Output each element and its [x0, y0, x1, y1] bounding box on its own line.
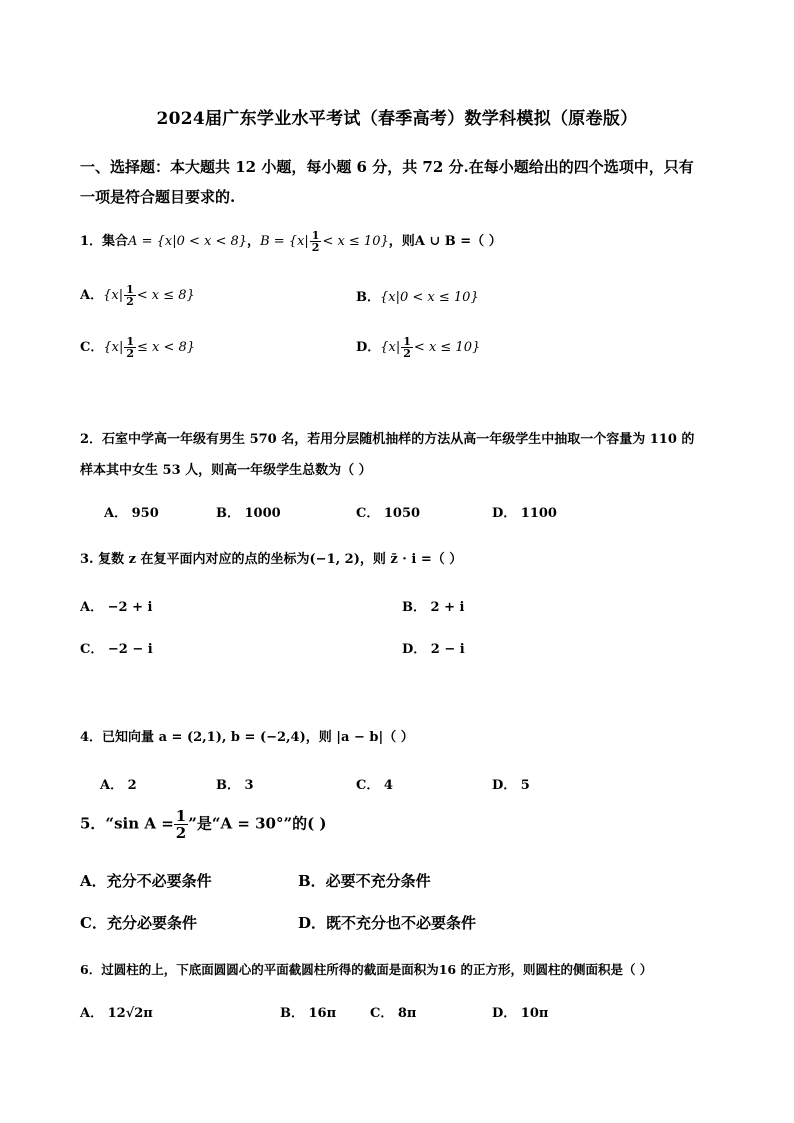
q1-frac-den: 2: [311, 241, 320, 254]
q5-option-c[interactable]: C．充分必要条件: [80, 914, 197, 932]
q5-frac-den: 2: [175, 824, 187, 842]
q4-option-b[interactable]: B． 3: [216, 778, 254, 793]
q2-option-a[interactable]: A． 950: [104, 506, 159, 521]
q6-option-a[interactable]: A． 12√2π: [80, 1006, 153, 1021]
q1-fraction: [310, 230, 322, 253]
q1-separator: ，: [247, 234, 261, 249]
q5-frac-num: 1: [175, 807, 187, 825]
q1-frac-num: 1: [311, 229, 320, 242]
q5-option-a[interactable]: A．充分不必要条件: [80, 872, 212, 890]
q6-option-d[interactable]: D． 10π: [492, 1006, 549, 1021]
q4-option-a[interactable]: A． 2: [100, 778, 137, 793]
q1-option-d[interactable]: [356, 336, 480, 359]
page-title: 2024届广东学业水平考试（春季高考）数学科模拟（原卷版）: [156, 109, 638, 129]
q1-option-d-post: < x ≤ 10}: [413, 340, 481, 355]
q1-suffix: ，则A ∪ B =（ ）: [388, 234, 502, 249]
q2-option-b[interactable]: B． 1000: [216, 506, 281, 521]
q6-option-b[interactable]: B． 16π: [280, 1006, 337, 1021]
question-6: 6．过圆柱的上，下底面圆圆心的平面截圆柱所得的截面是面积为16 的正方形，则圆柱的侧面积是（ ）: [80, 962, 653, 977]
q5-option-b[interactable]: B．必要不充分条件: [298, 872, 431, 890]
q1-option-c-pre: {x|: [103, 340, 124, 355]
section-instructions: [80, 152, 720, 212]
question-4: 4．已知向量 a = (2,1), b = (−2,4)，则 |a − b|（ ）: [80, 730, 414, 745]
q1-option-c-post: ≤ x < 8}: [137, 340, 196, 355]
q3-option-c[interactable]: C． −2 − i: [80, 642, 153, 657]
q1-option-d-frac-num: 1: [403, 335, 411, 348]
q3-option-d[interactable]: D． 2 − i: [402, 642, 465, 657]
q2-line-1: 2．石室中学高一年级有男生 570 名，若用分层随机抽样的方法从高一年级学生中抽取一个容量为 110 的: [80, 432, 695, 447]
q5-option-d[interactable]: D．既不充分也不必要条件: [298, 914, 477, 932]
q2-option-c[interactable]: C． 1050: [356, 506, 421, 521]
q5-pre: 5．“sin A =: [80, 814, 174, 833]
q6-option-c[interactable]: C． 8π: [370, 1006, 417, 1021]
section-line-2: 一项是符合题目要求的.: [80, 188, 236, 206]
question-5: [80, 808, 730, 841]
q1-option-b-label: B．: [356, 290, 380, 305]
q1-option-a-frac-num: 1: [126, 283, 134, 296]
q5-post: ”是“A = 30°”的( ): [188, 814, 327, 833]
q1-set-b-post: < x ≤ 10}: [322, 234, 389, 249]
q1-prefix: 1．集合: [80, 234, 129, 249]
q5-fraction: [174, 808, 188, 841]
q2-line-2: 样本其中女生 53 人，则高一年级学生总数为（ ）: [80, 463, 372, 478]
q1-option-d-label: D．: [356, 340, 381, 355]
q1-option-c-frac-num: 1: [126, 335, 134, 348]
section-line-1: 一、选择题：本大题共 12 小题，每小题 6 分，共 72 分.在每小题给出的四个选项中，只有: [80, 158, 694, 176]
q1-option-c-frac: [124, 336, 136, 359]
q1-option-c[interactable]: [80, 336, 195, 359]
question-1: [80, 230, 730, 253]
q1-option-a[interactable]: [80, 284, 195, 307]
q1-option-b[interactable]: [356, 286, 479, 305]
q4-option-d[interactable]: D． 5: [492, 778, 530, 793]
q1-set-a: A = {x|0 < x < 8}: [128, 234, 248, 249]
q3-option-a[interactable]: A． −2 + i: [80, 600, 153, 615]
q2-option-d[interactable]: D． 1100: [492, 506, 557, 521]
q1-option-b-text: {x|0 < x ≤ 10}: [380, 290, 479, 305]
question-3: 3. 复数 z 在复平面内对应的点的坐标为(−1, 2)，则 z̄ · i =（ ）: [80, 552, 463, 567]
q3-option-b[interactable]: B． 2 + i: [402, 600, 465, 615]
q1-option-a-frac-den: 2: [126, 295, 134, 308]
q1-option-d-frac: [401, 336, 413, 359]
q1-option-c-frac-den: 2: [126, 347, 134, 360]
q1-option-a-label: A．: [80, 288, 104, 303]
q1-option-c-label: C．: [80, 340, 104, 355]
q1-option-d-frac-den: 2: [403, 347, 411, 360]
q1-option-a-frac: [124, 284, 136, 307]
q4-option-c[interactable]: C． 4: [356, 778, 393, 793]
question-2: [80, 428, 730, 478]
q1-option-a-pre: {x|: [103, 288, 124, 303]
q1-set-b-pre: B = {x|: [260, 234, 309, 249]
q1-option-d-pre: {x|: [380, 340, 401, 355]
q1-option-a-post: < x ≤ 8}: [136, 288, 195, 303]
